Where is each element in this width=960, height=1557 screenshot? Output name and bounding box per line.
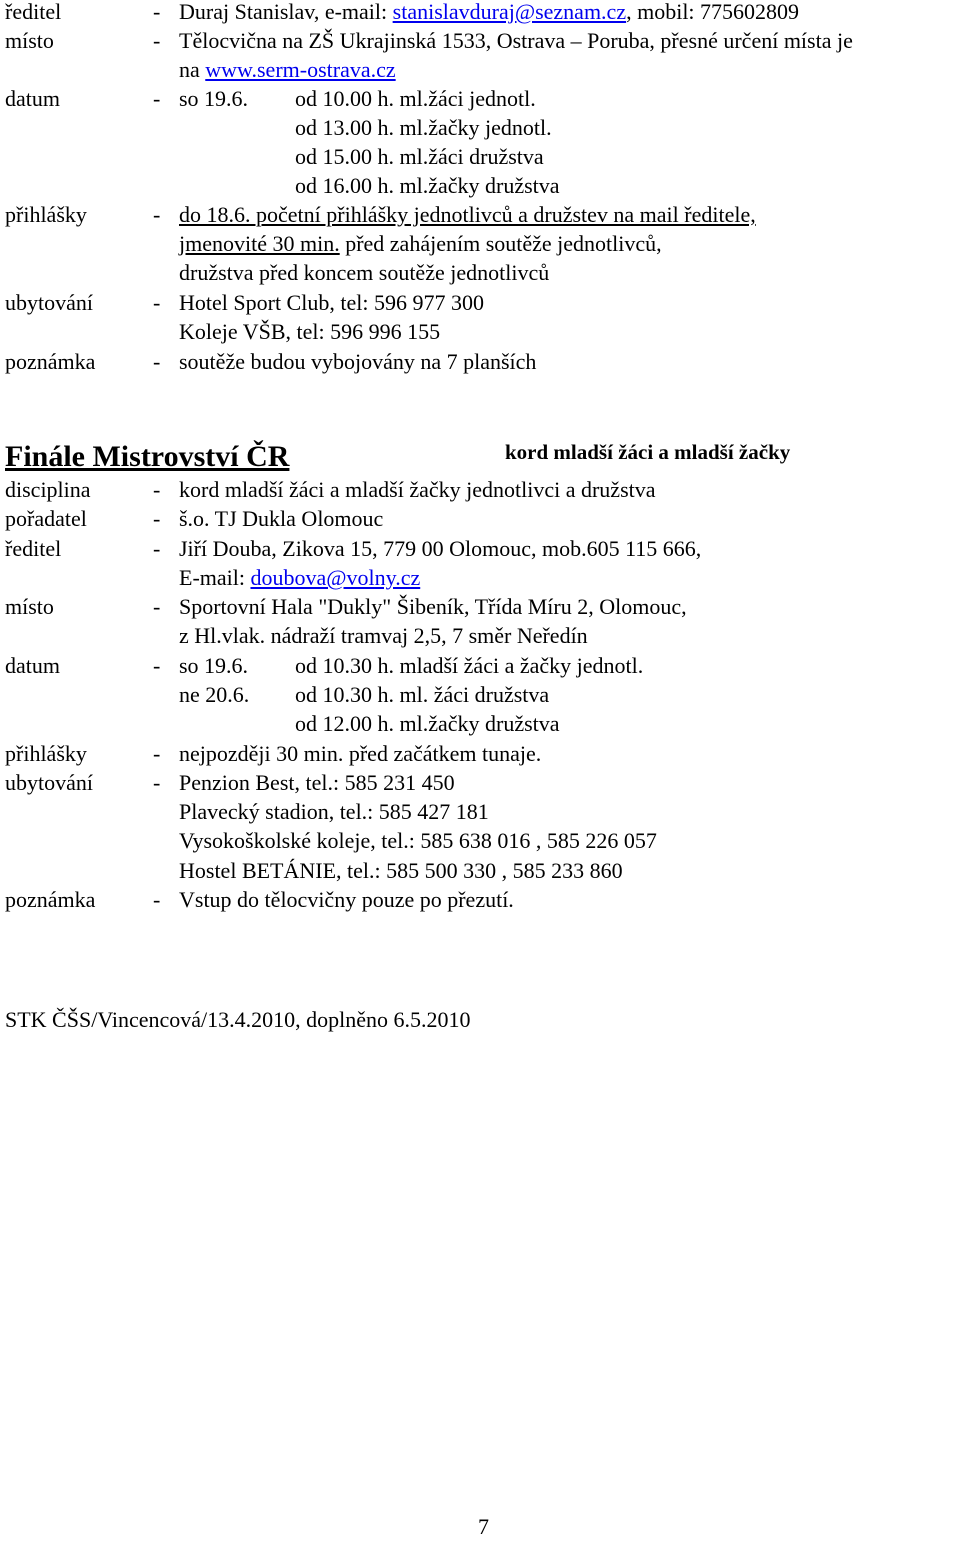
schedule-entry: od 16.00 h. ml.žačky družstva: [295, 173, 560, 198]
label-poznamka: poznámka: [5, 887, 96, 912]
email-prefix: E-mail:: [179, 565, 251, 590]
dash: -: [153, 506, 161, 531]
date-day: ne 20.6.: [179, 682, 250, 707]
note-text: soutěže budou vybojovány na 7 planších: [179, 349, 537, 374]
footer-credit: STK ČŠS/Vincencová/13.4.2010, doplněno 6.5.2010: [5, 1007, 471, 1032]
accommodation-item: Vysokoškolské koleje, tel.: 585 638 016 , 585 226 057: [179, 828, 657, 853]
label-disciplina: disciplina: [5, 477, 91, 502]
director-2-email-link[interactable]: doubova@volny.cz: [250, 565, 421, 590]
label-reditel: ředitel: [5, 536, 62, 561]
dash: -: [153, 28, 161, 53]
dash: -: [153, 594, 161, 619]
dash: -: [153, 290, 161, 315]
dash: -: [153, 887, 161, 912]
organizer-text: š.o. TJ Dukla Olomouc: [179, 506, 384, 531]
registration-2-text: nejpozději 30 min. před začátkem tunaje.: [179, 741, 542, 766]
label-ubytovani: ubytování: [5, 290, 93, 315]
dash: -: [153, 653, 161, 678]
schedule-entry: od 13.00 h. ml.žačky jednotl.: [295, 115, 552, 140]
label-misto: místo: [5, 28, 54, 53]
date-day: so 19.6.: [179, 86, 249, 111]
accommodation-2: Koleje VŠB, tel: 596 996 155: [179, 319, 441, 344]
registration-text: do 18.6. početní přihlášky jednotlivců a družstev na mail ředitele,: [179, 202, 756, 227]
dash: -: [153, 349, 161, 374]
dash: -: [153, 477, 161, 502]
label-prihlasky: přihlášky: [5, 741, 87, 766]
director-name: Duraj Stanislav, e-mail:: [179, 0, 393, 24]
schedule-entry: od 10.30 h. ml. žáci družstva: [295, 682, 550, 707]
registration-text-3: družstva před koncem soutěže jednotlivců: [179, 260, 550, 285]
label-datum: datum: [5, 86, 60, 111]
label-prihlasky: přihlášky: [5, 202, 87, 227]
discipline-text: kord mladší žáci a mladší žačky jednotlivci a družstva: [179, 477, 656, 502]
label-poznamka: poznámka: [5, 349, 96, 374]
label-ubytovani: ubytování: [5, 770, 93, 795]
registration-rest: před zahájením soutěže jednotlivců,: [339, 231, 662, 256]
section-subtitle: kord mladší žáci a mladší žačky: [505, 440, 791, 464]
page-number: 7: [478, 1514, 489, 1539]
dash: -: [153, 770, 161, 795]
dash: -: [153, 536, 161, 561]
note-2-text: Vstup do tělocvičny pouze po přezutí.: [179, 887, 514, 912]
dash: -: [153, 86, 161, 111]
dash: -: [153, 741, 161, 766]
venue-2-directions: z Hl.vlak. nádraží tramvaj 2,5, 7 směr Neředín: [179, 623, 588, 648]
label-reditel: ředitel: [5, 0, 62, 24]
schedule-entry: od 10.30 h. mladší žáci a žačky jednotl.: [295, 653, 644, 678]
registration-underlined: jmenovité 30 min.: [179, 231, 340, 256]
accommodation-item: Plavecký stadion, tel.: 585 427 181: [179, 799, 489, 824]
venue-prefix: na: [179, 57, 206, 82]
schedule-entry: od 12.00 h. ml.žačky družstva: [295, 711, 560, 736]
venue-website-link[interactable]: www.serm-ostrava.cz: [205, 57, 396, 82]
schedule-entry: od 10.00 h. ml.žáci jednotl.: [295, 86, 536, 111]
dash: -: [153, 202, 161, 227]
director-mobile: , mobil: 775602809: [626, 0, 800, 24]
label-datum: datum: [5, 653, 60, 678]
venue-text: Tělocvična na ZŠ Ukrajinská 1533, Ostrava – Poruba, přesné určení místa je: [179, 28, 853, 53]
date-day: so 19.6.: [179, 653, 249, 678]
venue-2-text: Sportovní Hala "Dukly" Šibeník, Třída Míru 2, Olomouc,: [179, 594, 687, 619]
accommodation-item: Hostel BETÁNIE, tel.: 585 500 330 , 585 233 860: [179, 858, 623, 883]
director-email-link[interactable]: stanislavduraj@seznam.cz: [392, 0, 627, 24]
accommodation-1: Hotel Sport Club, tel: 596 977 300: [179, 290, 484, 315]
label-misto: místo: [5, 594, 54, 619]
director-2-text: Jiří Douba, Zikova 15, 779 00 Olomouc, mob.605 115 666,: [179, 536, 702, 561]
dash: -: [153, 0, 161, 24]
schedule-entry: od 15.00 h. ml.žáci družstva: [295, 144, 544, 169]
accommodation-item: Penzion Best, tel.: 585 231 450: [179, 770, 455, 795]
section-title: Finále Mistrovství ČR: [5, 440, 290, 473]
label-poradatel: pořadatel: [5, 506, 87, 531]
